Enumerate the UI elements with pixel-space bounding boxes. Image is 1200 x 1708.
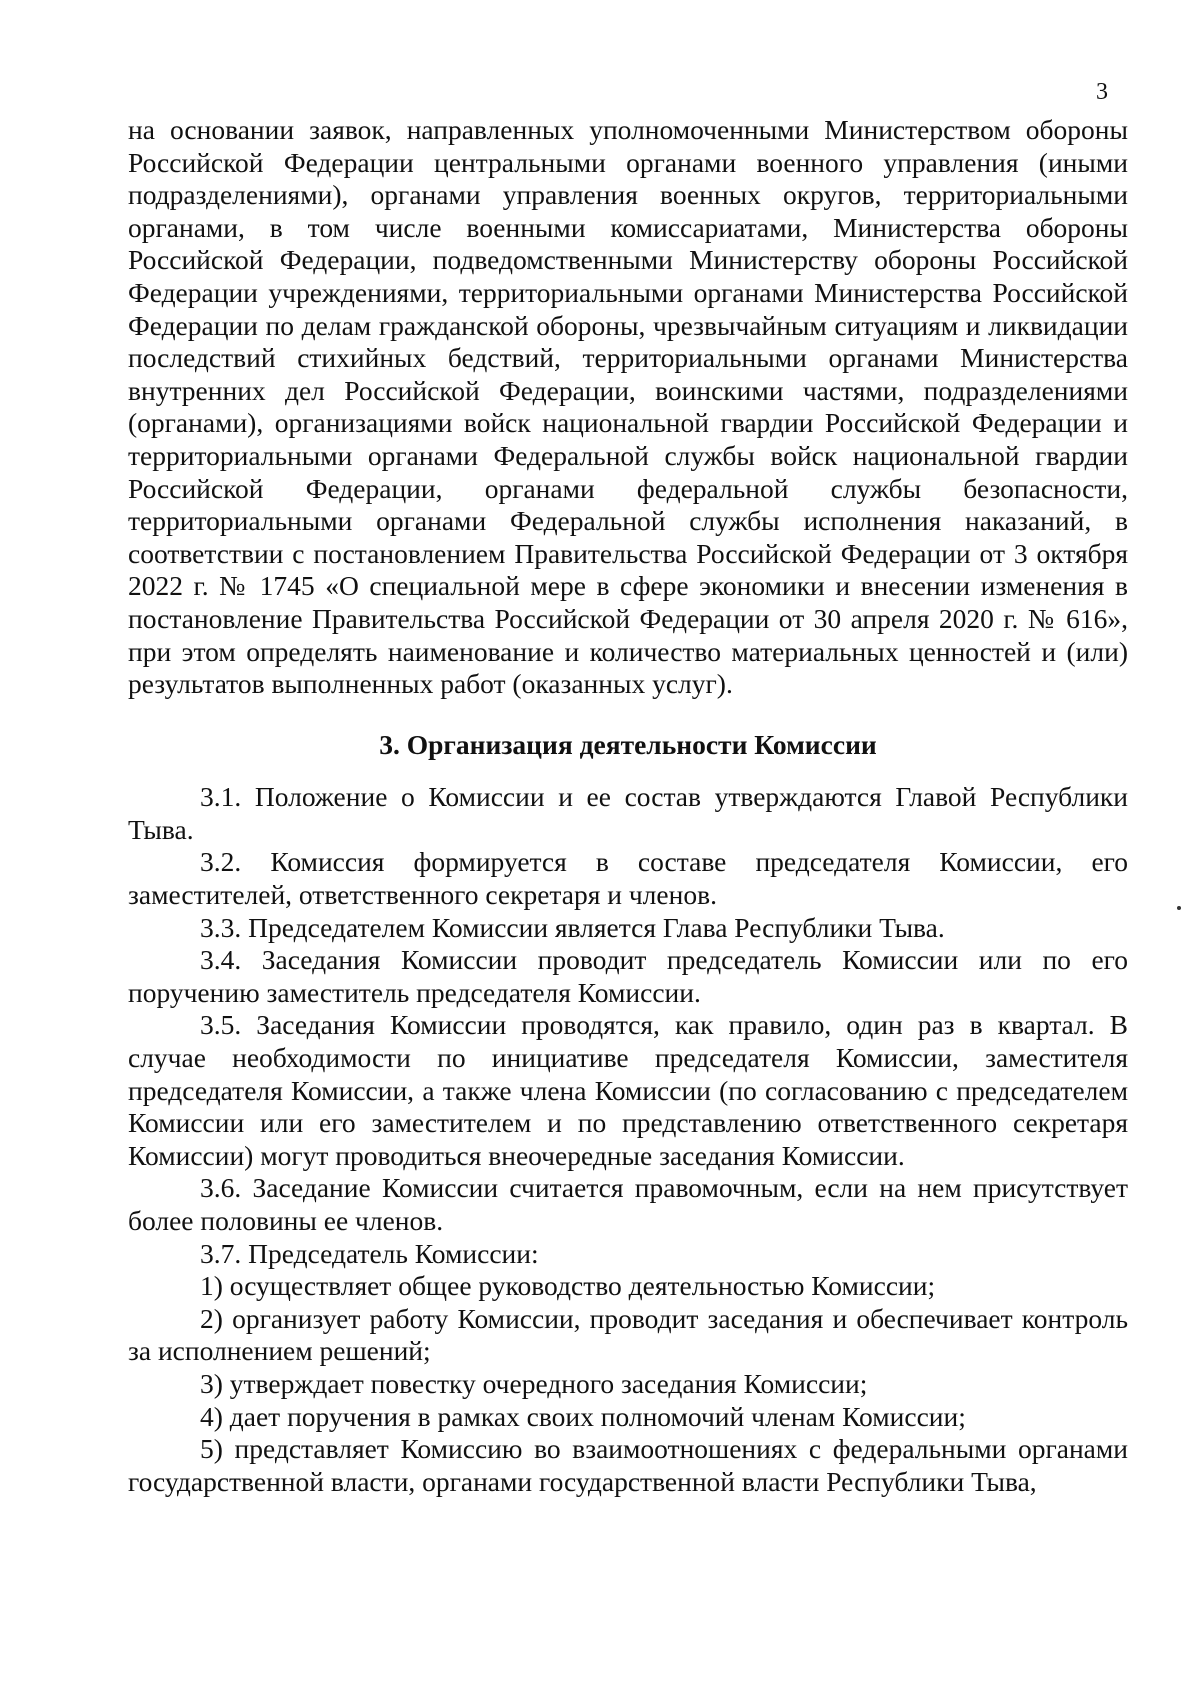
clause-3-5: 3.5. Заседания Комиссии проводятся, как правило, один раз в квартал. В случае необходимости по инициативе председателя Комиссии, заместителя председателя Комиссии, а также члена Комиссии (по согласованию с председателем Комиссии или его заместителем и по представлению ответственного секретаря Комиссии) могут проводиться внеочередные заседания Комиссии.: [128, 1009, 1128, 1171]
clause-3-2: 3.2. Комиссия формируется в составе председателя Комиссии, его заместителей, ответственного секретаря и членов.: [128, 846, 1128, 911]
intro-paragraph: на основании заявок, направленных уполномоченными Министерством обороны Российской Федерации центральными органами военного управления (иными подразделениями), органами управления военных округов, территориальными органами, в том числе военными комиссариатами, Министерства обороны Российской Федерации, подведомственными Министерству обороны Российской Федерации учреждениями, территориальными органами Министерства Российской Федерации по делам гражданской обороны, чрезвычайным ситуациям и ликвидации последствий стихийных бедствий, территориальными органами Министерства внутренних дел Российской Федерации, воинскими частями, подразделениями (органами), организациями войск национальной гвардии Российской Федерации и территориальными органами Федеральной службы войск национальной гвардии Российской Федерации, органами федеральной службы безопасности, территориальными органами Федеральной службы исполнения наказаний, в соответствии с постановлением Правительства Российской Федерации от 3 октября 2022 г. № 1745 «О специальной мере в сфере экономики и внесении изменения в постановление Правительства Российской Федерации от 30 апреля 2020 г. № 616», при этом определять наименование и количество материальных ценностей и (или) результатов выполненных работ (оказанных услуг).: [128, 114, 1128, 700]
list-item-1: 1) осуществляет общее руководство деятельностью Комиссии;: [200, 1270, 936, 1302]
page-number: 3: [1096, 79, 1108, 105]
scan-speck: [1177, 906, 1181, 910]
list-item-4: 4) дает поручения в рамках своих полномочий членам Комиссии;: [200, 1400, 966, 1432]
clause-3-1: 3.1. Положение о Комиссии и ее состав утверждаются Главой Республики Тыва.: [128, 781, 1128, 845]
clause-3-7: 3.7. Председатель Комиссии:: [200, 1237, 539, 1269]
list-item-3: 3) утверждает повестку очередного заседания Комиссии;: [200, 1367, 868, 1399]
clause-3-4: 3.4. Заседания Комиссии проводит председатель Комиссии или по его поручению заместитель председателя Комиссии.: [128, 944, 1128, 1008]
clause-3-3: 3.3. Председателем Комиссии является Глава Республики Тыва.: [200, 911, 945, 943]
document-body: [128, 114, 1128, 1498]
clause-3-6: 3.6. Заседание Комиссии считается правомочным, если на нем присутствует более половины ее членов.: [128, 1172, 1128, 1236]
list-item-2: 2) организует работу Комиссии, проводит заседания и обеспечивает контроль за исполнением решений;: [128, 1302, 1128, 1367]
section-heading: 3. Организация деятельности Комиссии: [379, 728, 877, 760]
list-item-5: 5) представляет Комиссию во взаимоотношениях с федеральными органами государственной власти, органами государственной власти Республики Тыва,: [128, 1433, 1128, 1497]
